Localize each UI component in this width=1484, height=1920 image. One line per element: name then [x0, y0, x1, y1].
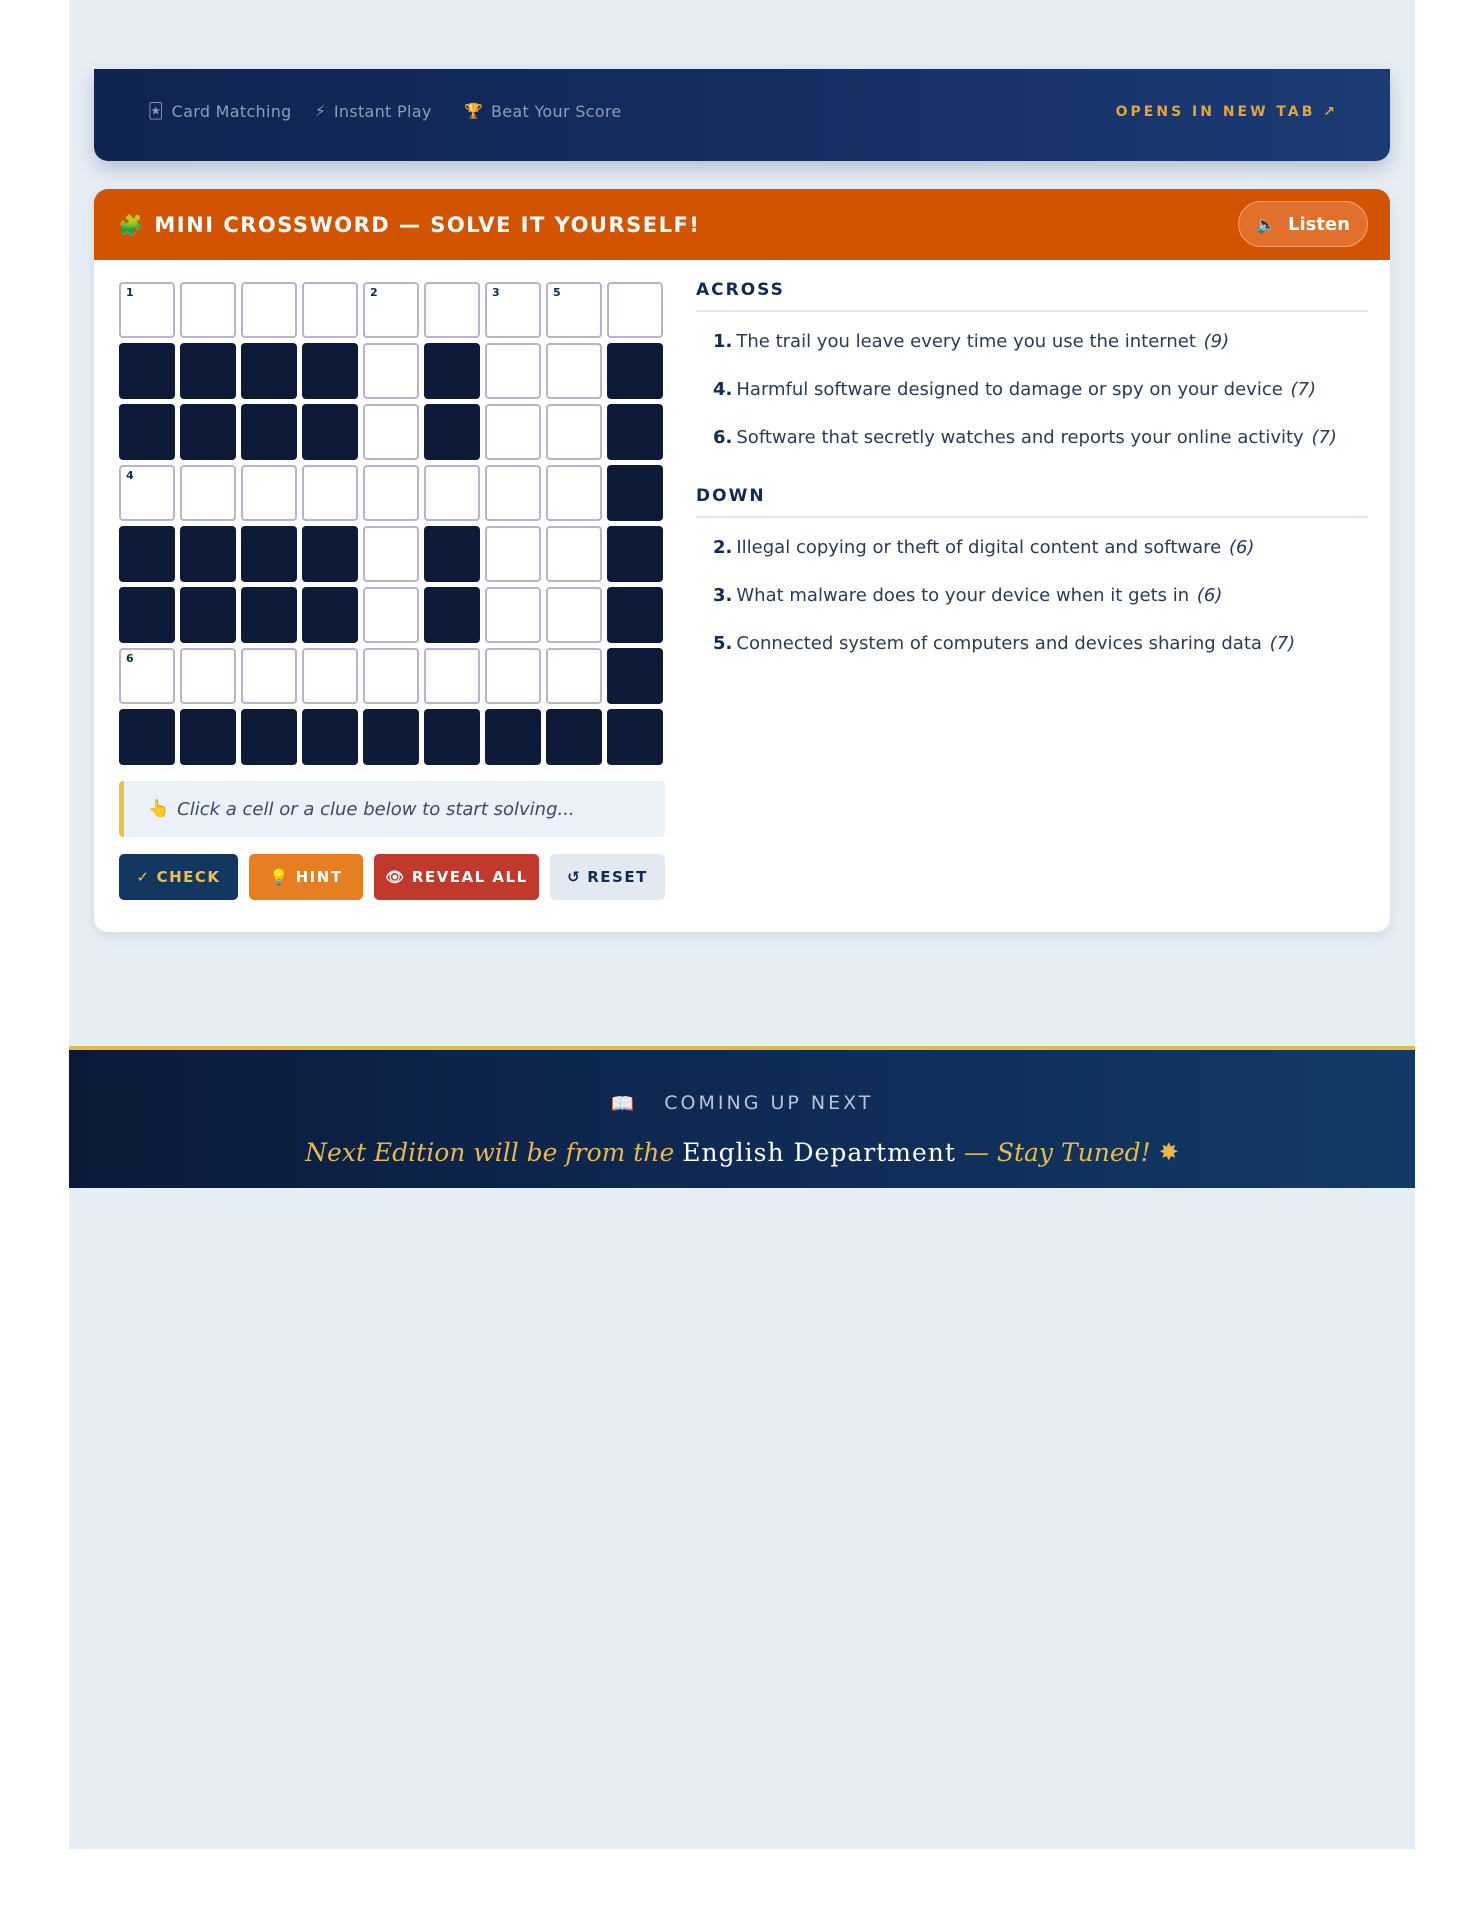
- reveal-all-button-label: REVEAL ALL: [411, 868, 528, 886]
- across-clue-4[interactable]: [713, 378, 1368, 426]
- page-background: [69, 0, 1415, 1849]
- crossword-cell[interactable]: [424, 648, 480, 704]
- hint-button-label: HINT: [295, 868, 343, 886]
- crossword-cell[interactable]: [180, 648, 236, 704]
- speaker-icon: 🔈: [1256, 214, 1276, 234]
- cell-clue-number: 6: [126, 652, 134, 665]
- crossword-block-cell: [485, 709, 541, 765]
- crossword-block-cell: [180, 709, 236, 765]
- reset-button-label: RESET: [587, 868, 648, 886]
- cell-clue-number: 2: [370, 286, 378, 299]
- crossword-cell[interactable]: [485, 587, 541, 643]
- lightning-icon: ⚡: [315, 102, 326, 120]
- crossword-title: [118, 189, 700, 260]
- coming-up-next-label: [69, 1088, 1415, 1118]
- clue-length: (6): [1228, 537, 1255, 558]
- clue-text: The trail you leave every time you use the internet: [736, 331, 1196, 352]
- reset-icon: ↺: [567, 868, 582, 886]
- crossword-block-cell: [546, 709, 602, 765]
- crossword-cell[interactable]: [241, 648, 297, 704]
- crossword-block-cell: [607, 343, 663, 399]
- clue-number: 6.: [713, 427, 733, 448]
- crossword-cell[interactable]: [546, 648, 602, 704]
- clue-length: (6): [1196, 585, 1223, 606]
- crossword-cell[interactable]: [302, 282, 358, 338]
- crossword-cell[interactable]: [546, 587, 602, 643]
- crossword-cell[interactable]: [363, 282, 419, 338]
- crossword-grid: [119, 282, 663, 765]
- status-message: [119, 781, 665, 837]
- clue-number: 1.: [713, 331, 733, 352]
- clue-text: Harmful software designed to damage or spy on your device: [736, 379, 1283, 400]
- listen-button[interactable]: [1238, 201, 1368, 247]
- clues-panel: [696, 280, 1368, 680]
- crossword-block-cell: [180, 404, 236, 460]
- crossword-cell[interactable]: [119, 465, 175, 521]
- crossword-cell[interactable]: [119, 282, 175, 338]
- crossword-block-cell: [180, 343, 236, 399]
- crossword-block-cell: [180, 587, 236, 643]
- crossword-block-cell: [119, 587, 175, 643]
- crossword-block-cell: [241, 526, 297, 582]
- trophy-icon: 🏆: [464, 102, 483, 120]
- clue-length: (7): [1269, 633, 1296, 654]
- crossword-block-cell: [302, 404, 358, 460]
- crossword-cell[interactable]: [119, 648, 175, 704]
- crossword-cell[interactable]: [363, 465, 419, 521]
- down-clue-2[interactable]: [713, 536, 1368, 584]
- crossword-cell[interactable]: [302, 648, 358, 704]
- opens-in-new-tab-link[interactable]: OPENS IN NEW TAB ↗: [1115, 104, 1338, 120]
- down-clue-list: [696, 536, 1368, 680]
- crossword-block-cell: [424, 343, 480, 399]
- crossword-cell[interactable]: [180, 282, 236, 338]
- banner-feature-label: Instant Play: [333, 101, 432, 121]
- crossword-title-text: MINI CROSSWORD — SOLVE IT YOURSELF!: [154, 212, 701, 237]
- crossword-block-cell: [607, 404, 663, 460]
- crossword-cell[interactable]: [241, 282, 297, 338]
- crossword-cell[interactable]: [363, 343, 419, 399]
- coming-up-next-banner: [69, 1046, 1415, 1188]
- crossword-cell[interactable]: [485, 404, 541, 460]
- crossword-block-cell: [119, 526, 175, 582]
- crossword-block-cell: [119, 709, 175, 765]
- clue-number: 3.: [713, 585, 733, 606]
- crossword-cell[interactable]: [485, 526, 541, 582]
- across-clue-6[interactable]: [713, 426, 1368, 474]
- down-section: [696, 486, 1368, 680]
- hint-button[interactable]: [249, 854, 363, 900]
- crossword-cell[interactable]: [363, 587, 419, 643]
- crossword-cell[interactable]: [546, 343, 602, 399]
- crossword-cell[interactable]: [485, 465, 541, 521]
- crossword-block-cell: [424, 526, 480, 582]
- crossword-block-cell: [363, 709, 419, 765]
- clue-number: 5.: [713, 633, 733, 654]
- crossword-cell[interactable]: [180, 465, 236, 521]
- reset-button[interactable]: [550, 854, 665, 900]
- crossword-cell[interactable]: [546, 404, 602, 460]
- crossword-cell[interactable]: [546, 526, 602, 582]
- crossword-block-cell: [424, 587, 480, 643]
- crossword-cell[interactable]: [546, 465, 602, 521]
- clue-length: (9): [1203, 331, 1230, 352]
- eye-icon: 👁: [385, 868, 406, 886]
- cell-clue-number: 1: [126, 286, 134, 299]
- down-clue-3[interactable]: [713, 584, 1368, 632]
- down-heading: DOWN: [696, 486, 1368, 518]
- crossword-block-cell: [607, 465, 663, 521]
- crossword-block-cell: [302, 343, 358, 399]
- clue-number: 4.: [713, 379, 733, 400]
- status-text: Click a cell or a clue below to start solving...: [177, 798, 575, 820]
- next-edition-prefix: Next Edition will be from the: [305, 1137, 675, 1167]
- reveal-all-button[interactable]: [374, 854, 539, 900]
- clue-text: Software that secretly watches and reports your online activity: [736, 427, 1304, 448]
- across-clue-1[interactable]: [713, 330, 1368, 378]
- crossword-block-cell: [302, 587, 358, 643]
- crossword-cell[interactable]: [485, 343, 541, 399]
- crossword-block-cell: [424, 404, 480, 460]
- down-clue-5[interactable]: [713, 632, 1368, 680]
- crossword-cell[interactable]: [485, 282, 541, 338]
- cell-clue-number: 4: [126, 469, 134, 482]
- crossword-cell[interactable]: [424, 282, 480, 338]
- clue-length: (7): [1311, 427, 1337, 448]
- crossword-block-cell: [241, 587, 297, 643]
- pointing-hand-icon: 👆: [148, 799, 170, 819]
- cell-clue-number: 5: [553, 286, 561, 299]
- crossword-cell[interactable]: [363, 648, 419, 704]
- listen-button-label: Listen: [1287, 213, 1350, 235]
- banner-feature-card-matching: [148, 96, 292, 126]
- clue-text: Connected system of computers and devices sharing data: [736, 633, 1262, 654]
- clue-text: What malware does to your device when it gets in: [736, 585, 1190, 606]
- crossword-cell[interactable]: [241, 465, 297, 521]
- check-button[interactable]: [119, 854, 238, 900]
- banner-feature-label: Card Matching: [171, 101, 292, 121]
- open-book-icon: 📖: [610, 1092, 635, 1115]
- cell-clue-number: 3: [492, 286, 500, 299]
- card-icon: 🃏: [148, 102, 164, 120]
- sparkle-icon: ✸: [1158, 1138, 1179, 1166]
- crossword-block-cell: [424, 709, 480, 765]
- crossword-header: [94, 189, 1390, 260]
- banner-feature-label: Beat Your Score: [490, 101, 622, 121]
- clue-length: (7): [1290, 379, 1317, 400]
- crossword-block-cell: [241, 709, 297, 765]
- crossword-block-cell: [241, 343, 297, 399]
- lightbulb-icon: 💡: [269, 868, 290, 886]
- crossword-cell[interactable]: [607, 282, 663, 338]
- department-name: English Department: [682, 1137, 956, 1167]
- crossword-block-cell: [119, 404, 175, 460]
- game-promo-banner: [94, 69, 1390, 161]
- checkmark-icon: ✓: [136, 868, 151, 886]
- banner-feature-instant-play: [315, 96, 432, 126]
- crossword-cell[interactable]: [363, 404, 419, 460]
- coming-up-next-text: COMING UP NEXT: [664, 1092, 874, 1114]
- crossword-cell[interactable]: [363, 526, 419, 582]
- crossword-block-cell: [607, 709, 663, 765]
- crossword-cell[interactable]: [424, 465, 480, 521]
- puzzle-icon: 🧩: [118, 212, 145, 237]
- crossword-block-cell: [302, 709, 358, 765]
- crossword-block-cell: [180, 526, 236, 582]
- crossword-block-cell: [241, 404, 297, 460]
- crossword-cell[interactable]: [546, 282, 602, 338]
- across-heading: ACROSS: [696, 280, 1368, 312]
- crossword-block-cell: [607, 648, 663, 704]
- clue-text: Illegal copying or theft of digital content and software: [736, 537, 1222, 558]
- crossword-cell[interactable]: [302, 465, 358, 521]
- stay-tuned-text: — Stay Tuned!: [963, 1137, 1151, 1167]
- crossword-block-cell: [119, 343, 175, 399]
- crossword-block-cell: [607, 526, 663, 582]
- crossword-cell[interactable]: [485, 648, 541, 704]
- crossword-card: [94, 189, 1390, 932]
- next-edition-announcement: [69, 1132, 1415, 1172]
- check-button-label: CHECK: [156, 868, 221, 886]
- crossword-block-cell: [607, 587, 663, 643]
- banner-feature-beat-score: [464, 96, 622, 126]
- crossword-block-cell: [302, 526, 358, 582]
- across-clue-list: [696, 330, 1368, 474]
- clue-number: 2.: [713, 537, 733, 558]
